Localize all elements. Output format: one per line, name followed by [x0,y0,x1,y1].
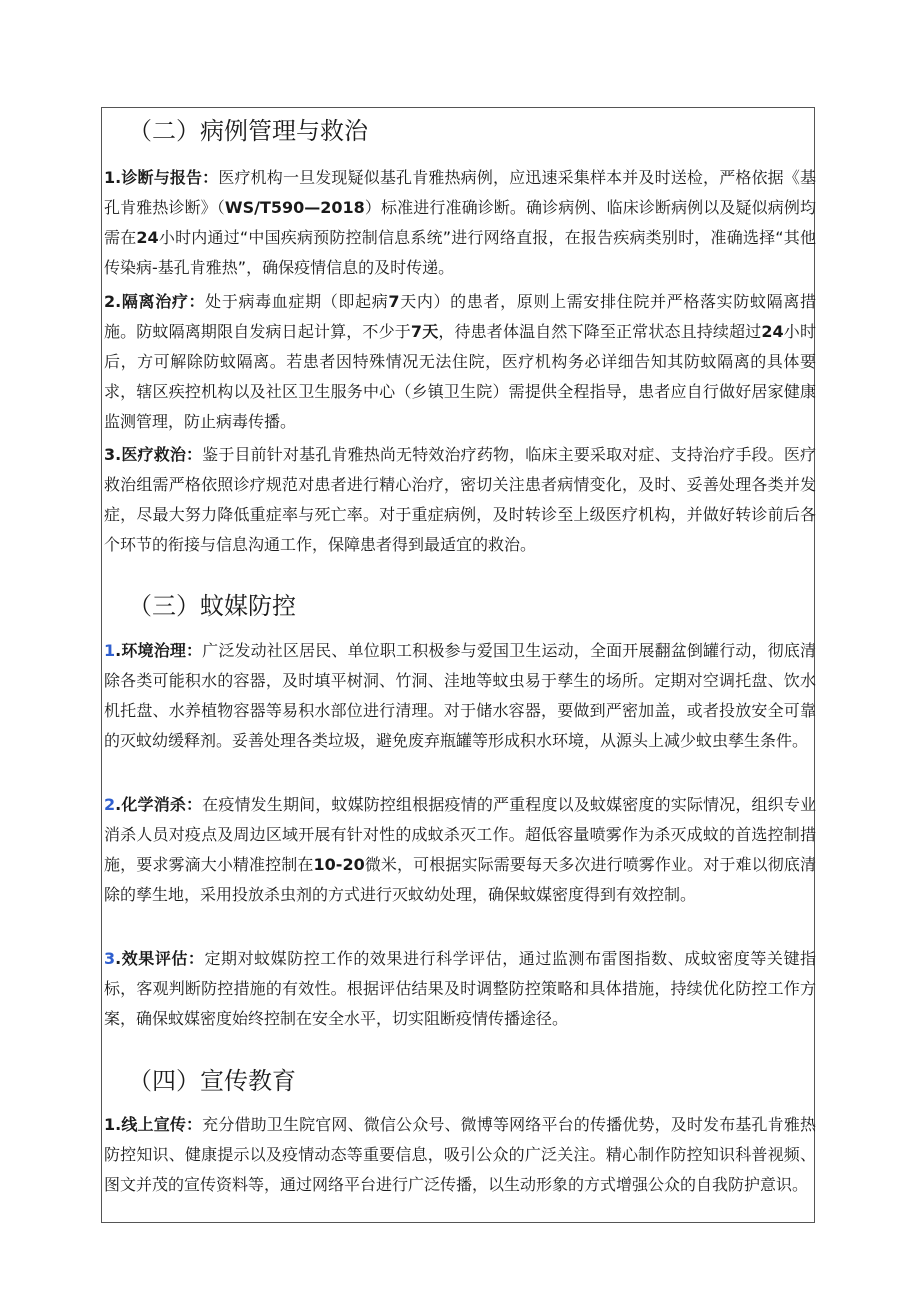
item-text: 24 [761,322,784,341]
item-text: 天内）的患者，原则上需安排住院并严格落实防蚊隔离措施。防蚊隔离期限自发病日起计算，不少于 [104,292,816,341]
item-number: 3 [104,445,116,464]
list-item: 3.效果评估：定期对蚊媒防控工作的效果进行科学评估，通过监测布雷图指数、成蚊密度等关键指标，客观判断防控措施的有效性。根据评估结果及时调整防控策略和具体措施，持续优化防控工作方案，确保蚊媒密度始终控制在安全水平，切实阻断疫情传播途径。 [104,949,816,1028]
item-text: 在疫情发生期间，蚊媒防控组根据疫情的严重程度以及蚊媒密度的实际情况，组织专业消杀人员对疫点及周边区域开展有针对性的成蚊杀灭工作。超低容量喷雾作为杀灭成蚊的首选控制措施，要求雾滴大小精准控制在 [104,795,816,874]
item-text: 24 [136,228,159,247]
item-lead: 诊断与报告： [121,168,219,187]
item-text: 定期对蚊媒防控工作的效果进行科学评估，通过监测布雷图指数、成蚊密度等关键指标，客观判断防控措施的有效性。根据评估结果及时调整防控策略和具体措施，持续优化防控工作方案，确保蚊媒密度始终控制在安全水平，切实阻断疫情传播途径。 [104,949,816,1028]
item-number: 1 [104,1115,116,1134]
item-text: 微米，可根据实际需要每天多次进行喷雾作业。对于难以彻底清除的孳生地，采用投放杀虫剂的方式进行灭蚊幼处理，确保蚊媒密度得到有效控制。 [104,855,816,904]
item-lead: 隔离治疗： [121,292,206,311]
item-number: 2 [104,795,116,814]
item-lead: 线上宣传： [121,1115,203,1134]
item-lead: 化学消杀： [121,795,203,814]
list-item: 2.隔离治疗：处于病毒血症期（即起病7天内）的患者，原则上需安排住院并严格落实防蚊隔离措施。防蚊隔离期限自发病日起计算，不少于7天，待患者体温自然下降至正常状态且持续超过24小时后，方可解除防蚊隔离。若患者因特殊情况无法住院，医疗机构务必详细告知其防蚊隔离的具体要求，辖区疾控机构以及社区卫生服务中心（乡镇卫生院）需提供全程指导，患者应自行做好居家健康监测管理，防止病毒传播。 [104,292,816,431]
item-text: 7 [388,292,400,311]
item-text: ）标准进行准确诊断。确诊病例、临床诊断病例以及疑似病例均需在 [104,198,816,247]
item-text: 医疗机构一旦发现疑似基孔肯雅热病例，应迅速采集样本并及时送检，严格依据《基孔肯雅热诊断》（ [104,168,816,217]
item-lead: 效果评估： [121,949,205,968]
item-text: 处于病毒血症期（即起病 [205,292,389,311]
section-title-case-management: （二）病例管理与救治 [128,117,368,145]
list-item: 1.环境治理：广泛发动社区居民、单位职工积极参与爱国卫生运动，全面开展翻盆倒罐行动，彻底清除各类可能积水的容器，及时填平树洞、竹洞、洼地等蚊虫易于孳生的场所。定期对空调托盘、饮水机托盘、水养植物容器等易积水部位进行清理。对于储水容器，要做到严密加盖，或者投放安全可靠的灭蚊幼缓释剂。妥善处理各类垃圾，避免废弃瓶罐等形成积水环境，从源头上减少蚊虫孳生条件。 [104,641,816,750]
item-text: ，待患者体温自然下降至正常状态且持续超过 [438,322,762,341]
item-text: 7天 [410,322,439,341]
item-number: 1 [104,641,116,660]
item-text: 鉴于目前针对基孔肯雅热尚无特效治疗药物，临床主要采取对症、支持治疗手段。医疗救治组需严格依照诊疗规范对患者进行精心治疗，密切关注患者病情变化，及时、妥善处理各类并发症，尽最大努力降低重症率与死亡率。对于重症病例，及时转诊至上级医疗机构，并做好转诊前后各个环节的衔接与信息沟通工作，保障患者得到最适宜的救治。 [104,445,816,554]
item-text: 10-20 [313,855,365,874]
item-text: 充分借助卫生院官网、微信公众号、微博等网络平台的传播优势，及时发布基孔肯雅热防控知识、健康提示以及疫情动态等重要信息，吸引公众的广泛关注。精心制作防控知识科普视频、图文并茂的宣传资料等，通过网络平台进行广泛传播，以生动形象的方式增强公众的自我防护意识。 [104,1115,816,1194]
section-title-publicity: （四）宣传教育 [128,1067,296,1095]
item-text: 小时内通过“中国疾病预防控制信息系统”进行网络直报，在报告疾病类别时，准确选择“其他传染病-基孔肯雅热”，确保疫情信息的及时传递。 [104,228,816,277]
item-lead: 医疗救治： [121,445,203,464]
item-number: 1 [104,168,116,187]
list-item: 1.线上宣传：充分借助卫生院官网、微信公众号、微博等网络平台的传播优势，及时发布基孔肯雅热防控知识、健康提示以及疫情动态等重要信息，吸引公众的广泛关注。精心制作防控知识科普视频、图文并茂的宣传资料等，通过网络平台进行广泛传播，以生动形象的方式增强公众的自我防护意识。 [104,1115,816,1194]
item-number: 2 [104,292,116,311]
list-item: 3.医疗救治：鉴于目前针对基孔肯雅热尚无特效治疗药物，临床主要采取对症、支持治疗手段。医疗救治组需严格依照诊疗规范对患者进行精心治疗，密切关注患者病情变化，及时、妥善处理各类并发症，尽最大努力降低重症率与死亡率。对于重症病例，及时转诊至上级医疗机构，并做好转诊前后各个环节的衔接与信息沟通工作，保障患者得到最适宜的救治。 [104,445,816,554]
section-title-mosquito-control: （三）蚊媒防控 [128,592,296,620]
list-item: 1.诊断与报告：医疗机构一旦发现疑似基孔肯雅热病例，应迅速采集样本并及时送检，严格依据《基孔肯雅热诊断》（WS/T590—2018）标准进行准确诊断。确诊病例、临床诊断病例以及疑似病例均需在24小时内通过“中国疾病预防控制信息系统”进行网络直报，在报告疾病类别时，准确选择“其他传染病-基孔肯雅热”，确保疫情信息的及时传递。 [104,168,816,277]
item-text: 广泛发动社区居民、单位职工积极参与爱国卫生运动，全面开展翻盆倒罐行动，彻底清除各类可能积水的容器，及时填平树洞、竹洞、洼地等蚊虫易于孳生的场所。定期对空调托盘、饮水机托盘、水养植物容器等易积水部位进行清理。对于储水容器，要做到严密加盖，或者投放安全可靠的灭蚊幼缓释剂。妥善处理各类垃圾，避免废弃瓶罐等形成积水环境，从源头上减少蚊虫孳生条件。 [104,641,816,750]
item-number: 3 [104,949,116,968]
item-text: WS/T590—2018 [224,198,365,217]
list-item: 2.化学消杀：在疫情发生期间，蚊媒防控组根据疫情的严重程度以及蚊媒密度的实际情况，组织专业消杀人员对疫点及周边区域开展有针对性的成蚊杀灭工作。超低容量喷雾作为杀灭成蚊的首选控制措施，要求雾滴大小精准控制在10-20微米，可根据实际需要每天多次进行喷雾作业。对于难以彻底清除的孳生地，采用投放杀虫剂的方式进行灭蚊幼处理，确保蚊媒密度得到有效控制。 [104,795,816,904]
item-text: 小时后，方可解除防蚊隔离。若患者因特殊情况无法住院，医疗机构务必详细告知其防蚊隔离的具体要求，辖区疾控机构以及社区卫生服务中心（乡镇卫生院）需提供全程指导，患者应自行做好居家健康监测管理，防止病毒传播。 [104,322,816,431]
item-lead: 环境治理： [121,641,203,660]
